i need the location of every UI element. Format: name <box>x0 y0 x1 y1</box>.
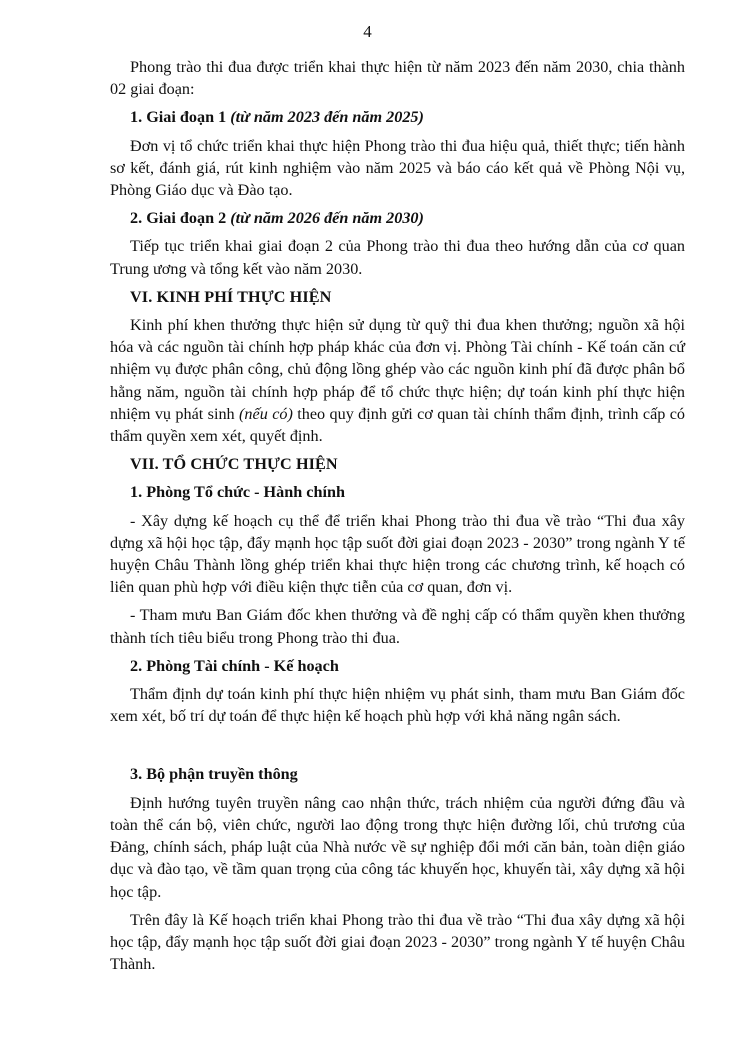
section6-heading: VI. KINH PHÍ THỰC HIỆN <box>130 287 332 306</box>
stage2-heading-text: 2. Giai đoạn 2 <box>130 209 231 228</box>
stage1-heading-period: (từ năm 2023 đến năm 2025) <box>230 108 424 127</box>
section6-body-b: theo quy định gửi cơ quan tài chính thẩm định, trình cấp có thẩm quyền xem xét, quyết định. <box>110 404 686 446</box>
closing-paragraph: Trên đây là Kế hoạch triển khai Phong trào thi đua về trào “Thi đua xây dựng xã hội học tập, đẩy mạnh học tập suốt đời giai đoạn 2023 - 2030” trong ngành Y tế huyện Châu Thành. <box>110 910 685 974</box>
sub2-heading: 2. Phòng Tài chính - Kế hoạch <box>130 656 339 675</box>
stage1-body: Đơn vị tổ chức triển khai thực hiện Phong trào thi đua hiệu quả, thiết thực; tiến hành sơ kết, đánh giá, rút kinh nghiệm vào năm 2025 và báo cáo kết quả về Phòng Nội vụ, Phòng Giáo dục và Đào tạo. <box>110 136 685 200</box>
stage2-body: Tiếp tục triển khai giai đoạn 2 của Phong trào thi đua theo hướng dẫn của cơ quan Trung ương và tổng kết vào năm 2030. <box>110 237 685 278</box>
page-number: 4 <box>363 22 372 41</box>
stage2-heading <box>130 207 685 229</box>
stage1-heading-text: 1. Giai đoạn 1 <box>130 108 231 127</box>
stage1-heading <box>130 106 685 128</box>
section6-body <box>110 314 685 447</box>
section6-body-italic: (nếu có) <box>239 404 293 423</box>
spacer <box>110 733 685 763</box>
sub3-body: Định hướng tuyên truyền nâng cao nhận thức, trách nhiệm của người đứng đầu và toàn thể cán bộ, viên chức, người lao động trong thực hiện đường lối, chủ trương của Đảng, chính sách, pháp luật của Nhà nước về sự nghiệp đổi mới căn bản, toàn diện giáo dục và đào tạo, về tầm quan trọng của công tác khuyến học, khuyến tài, xây dựng xã hội học tập. <box>110 793 685 901</box>
stage2-heading-period: (từ năm 2026 đến năm 2030) <box>230 209 424 228</box>
sub1-item1: - Xây dựng kế hoạch cụ thể để triển khai Phong trào thi đua về trào “Thi đua xây dựng xã hội học tập, đẩy mạnh học tập suốt đời giai đoạn 2023 - 2030” trong ngành Y tế huyện Châu Thành lồng ghép triển khai thực hiện trong các chương trình, kế hoạch có liên quan phù hợp với điều kiện thực tiễn của cơ quan, đơn vị. <box>110 511 685 597</box>
document-body <box>110 56 685 981</box>
section7-heading: VII. TỔ CHỨC THỰC HIỆN <box>130 455 338 474</box>
sub1-heading: 1. Phòng Tổ chức - Hành chính <box>130 483 345 502</box>
intro-paragraph: Phong trào thi đua được triển khai thực hiện từ năm 2023 đến năm 2030, chia thành 02 giai đoạn: <box>110 58 685 99</box>
sub1-item2: - Tham mưu Ban Giám đốc khen thưởng và đề nghị cấp có thẩm quyền khen thưởng thành tích tiêu biểu trong Phong trào thi đua. <box>110 606 685 647</box>
section6-body-a: Kinh phí khen thưởng thực hiện sử dụng từ quỹ thi đua khen thưởng; nguồn xã hội hóa và các nguồn tài chính hợp pháp khác của đơn vị. Phòng Tài chính - Kế toán căn cứ nhiệm vụ được phân công, chủ động lồng ghép vào các nguồn kinh phí đã được phân bổ hằng năm, nguồn tài chính hợp pháp để tổ chức thực hiện; dự toán kinh phí thực hiện nhiệm vụ phát sinh <box>110 316 685 423</box>
sub3-heading: 3. Bộ phận truyền thông <box>130 765 298 784</box>
sub2-body: Thẩm định dự toán kinh phí thực hiện nhiệm vụ phát sinh, tham mưu Ban Giám đốc xem xét, bố trí dự toán để thực hiện kế hoạch phù hợp với khả năng ngân sách. <box>110 685 685 726</box>
